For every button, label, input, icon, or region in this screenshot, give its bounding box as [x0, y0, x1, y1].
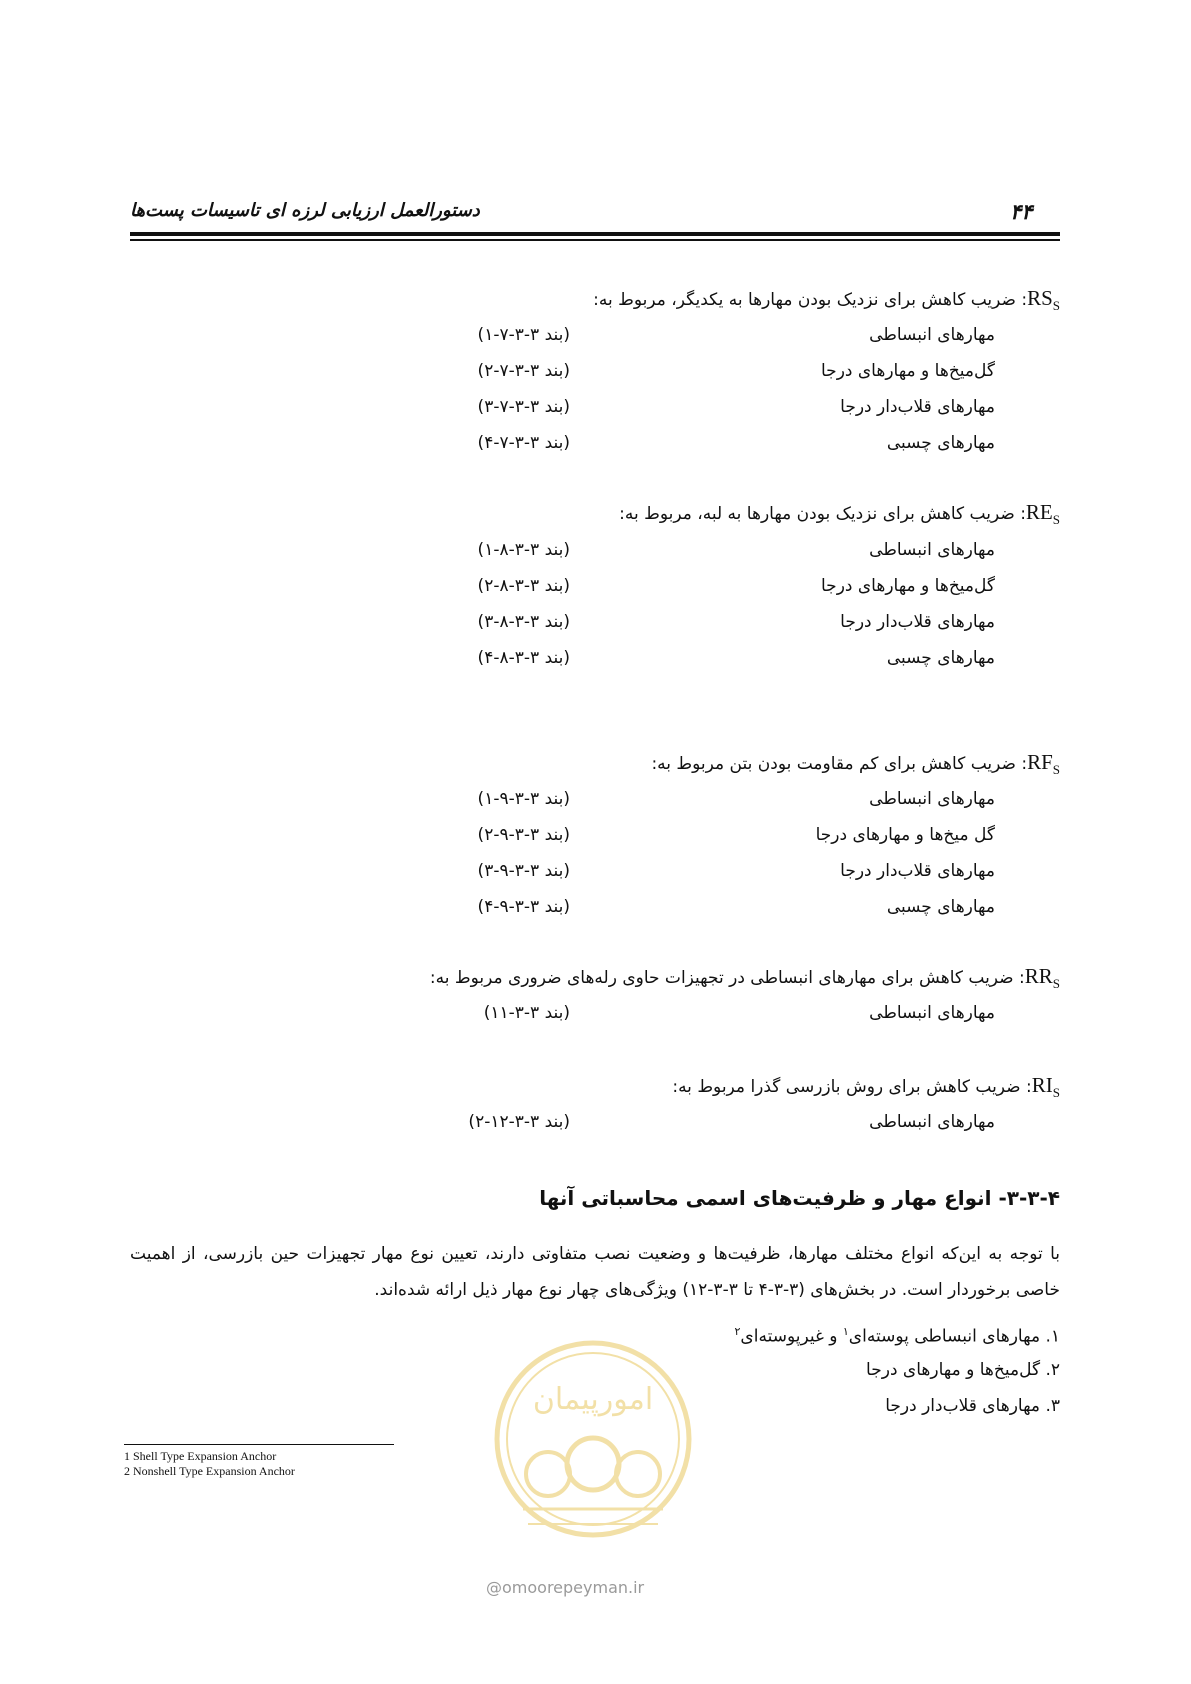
page-number: ۴۴ [1010, 200, 1033, 224]
list-item-label: مهارهای انبساطی [869, 540, 995, 560]
list-item-label: گل‌میخ‌ها و مهارهای درجا [821, 576, 995, 596]
footnote: 1 Shell Type Expansion Anchor [124, 1449, 277, 1463]
footnote-marker[interactable]: ۲ [734, 1325, 741, 1338]
list-item-label: گل میخ‌ها و مهارهای درجا [815, 825, 995, 845]
list-item: ۲. گل‌میخ‌ها و مهارهای درجا [866, 1360, 1060, 1380]
definition-heading-re: $RE_S$: ضریب کاهش برای نزدیک بودن مهارها به لبه، مربوط به: [619, 500, 1060, 528]
list-item-label: مهارهای انبساطی [869, 1112, 995, 1132]
symbol: $RE_S$ [1025, 500, 1060, 528]
clause-reference: (بند ۳-۳-۷-۴) [477, 433, 570, 453]
footnote: 2 Nonshell Type Expansion Anchor [124, 1464, 295, 1478]
list-item-label: مهارهای قلاب‌دار درجا [840, 861, 995, 881]
definition-heading-ri: $RI_S$: ضریب کاهش برای روش بازرسی گذرا مربوط به: [672, 1073, 1060, 1101]
footnote-marker[interactable]: ۱ [842, 1325, 849, 1338]
list-item-label: مهارهای انبساطی [869, 1003, 995, 1023]
symbol: $RI_S$ [1031, 1073, 1060, 1101]
definition-heading-rf: $RF_S$: ضریب کاهش برای کم مقاومت بودن بتن مربوط به: [651, 750, 1060, 778]
list-item: ۳. مهارهای قلاب‌دار درجا [885, 1396, 1060, 1416]
clause-reference: (بند ۳-۳-۸-۴) [477, 648, 570, 668]
running-title: دستورالعمل ارزیابی لرزه ای تاسیسات پست‌ها [130, 200, 480, 221]
clause-reference: (بند ۳-۳-۷-۲) [477, 361, 570, 381]
watermark-logo [488, 1334, 698, 1574]
symbol: $RR_S$ [1024, 964, 1060, 992]
clause-reference: (بند ۳-۳-۹-۴) [477, 897, 570, 917]
clause-reference: (بند ۳-۳-۸-۳) [477, 612, 570, 632]
list-item-label: مهارهای چسبی [886, 648, 995, 668]
definition-heading-rs: $RS_S$: ضریب کاهش برای نزدیک بودن مهارها به یکدیگر، مربوط به: [593, 286, 1060, 314]
footnote-rule [124, 1444, 394, 1445]
list-item-label: مهارهای چسبی [886, 433, 995, 453]
clause-reference: (بند ۳-۳-۷-۱) [477, 325, 570, 345]
list-item-label: مهارهای قلاب‌دار درجا [840, 397, 995, 417]
clause-reference: (بند ۳-۳-۱۱) [483, 1003, 570, 1023]
clause-reference: (بند ۳-۳-۹-۲) [477, 825, 570, 845]
list-item-label: مهارهای چسبی [886, 897, 995, 917]
list-item: ۱. مهارهای انبساطی پوسته‌ای$^۱$ و غیرپوسته‌ای$^۲$ [734, 1325, 1060, 1347]
clause-reference: (بند ۳-۳-۸-۱) [477, 540, 570, 560]
header-rule [130, 232, 1060, 236]
symbol: $RF_S$ [1027, 750, 1060, 778]
definition-heading-rr: $RR_S$: ضریب کاهش برای مهارهای انبساطی در تجهیزات حاوی رله‌های ضروری مربوط به: [429, 964, 1060, 992]
list-item-label: مهارهای قلاب‌دار درجا [840, 612, 995, 632]
list-item-label: مهارهای انبساطی [869, 325, 995, 345]
list-item-label: مهارهای انبساطی [869, 789, 995, 809]
list-item-label: گل‌میخ‌ها و مهارهای درجا [821, 361, 995, 381]
section-title: ۳-۳-۴- انواع مهار و ظرفیت‌های اسمی محاسباتی آنها [539, 1186, 1060, 1210]
clause-reference: (بند ۳-۳-۷-۳) [477, 397, 570, 417]
watermark-site: @omoorepeyman.ir [486, 1578, 645, 1597]
clause-reference: (بند ۳-۳-۸-۲) [477, 576, 570, 596]
symbol: $RS_S$ [1027, 286, 1060, 314]
logo-lettering: امورپیمان [532, 1382, 654, 1417]
header-rule-thin [130, 239, 1060, 241]
clause-reference: (بند ۳-۳-۹-۳) [477, 861, 570, 881]
body-paragraph: با توجه به این‌که انواع مختلف مهارها، ظرفیت‌ها و وضعیت نصب متفاوتی دارند، تعیین نوع مهار تجهیزات حین بازرسی، از اهمیت خاصی برخوردار است. در بخش‌های (۳-۳-۴ تا ۳-۳-۱۲) ویژگی‌های چهار نوع مهار ذیل ارائه شده‌اند. [130, 1244, 1060, 1300]
clause-reference: (بند ۳-۳-۱۲-۲) [468, 1112, 570, 1132]
clause-reference: (بند ۳-۳-۹-۱) [477, 789, 570, 809]
